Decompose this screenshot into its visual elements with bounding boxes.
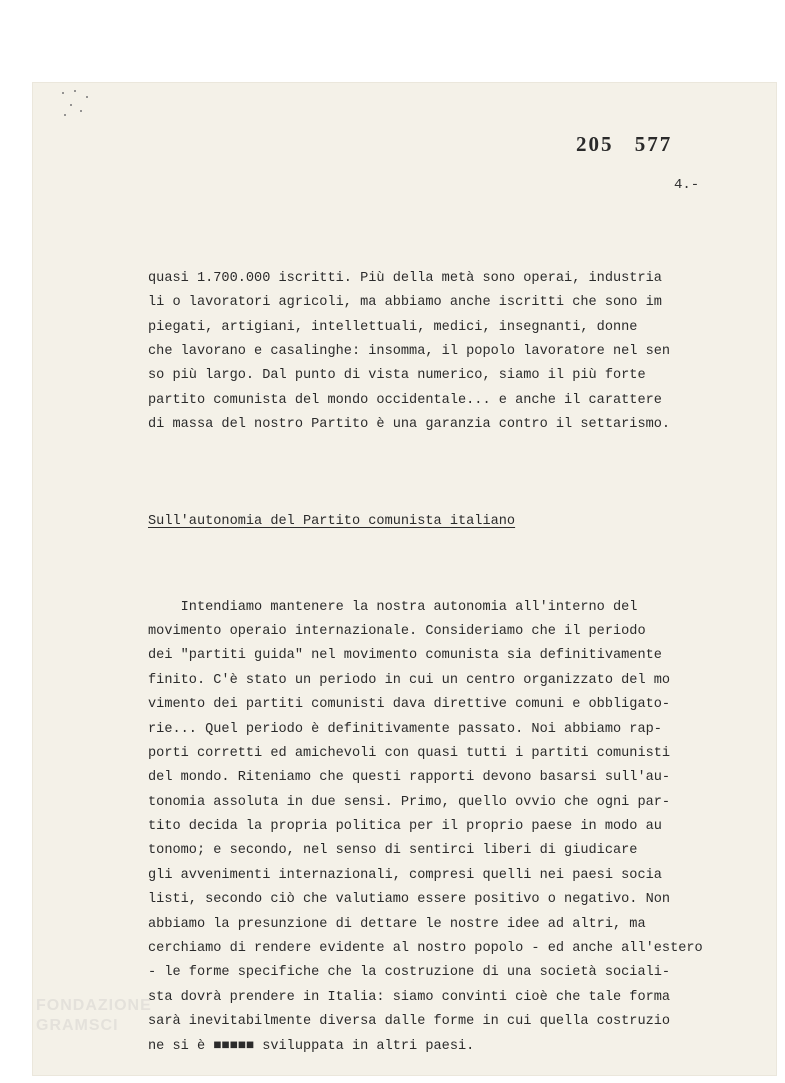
watermark-logo xyxy=(36,996,196,1056)
text-line: cerchiamo di rendere evidente al nostro popolo - ed anche all'estero xyxy=(148,941,703,957)
text-line: che lavorano e casalinghe: insomma, il popolo lavoratore nel sen xyxy=(148,343,671,359)
text-line: so più largo. Dal punto di vista numerico, siamo il più forte xyxy=(148,368,646,384)
text-line: gli avvenimenti internazionali, compresi quelli nei paesi socia xyxy=(148,867,662,883)
text-line: quasi 1.700.000 iscritti. Più della metà sono operai, industria xyxy=(148,270,662,286)
text-line: partito comunista del mondo occidentale... e anche il carattere xyxy=(148,392,662,408)
text-line: sta dovrà prendere in Italia: siamo convinti cioè che tale forma xyxy=(148,989,671,1005)
text-line: ne si è ■■■■■ sviluppata in altri paesi. xyxy=(148,1038,475,1054)
text-line: abbiamo la presunzione di dettare le nostre idee ad altri, ma xyxy=(148,916,646,932)
document-number: 205 577 xyxy=(576,132,673,156)
text-line: del mondo. Riteniamo che questi rapporti devono basarsi sull'au- xyxy=(148,770,671,786)
document-body xyxy=(148,218,763,1083)
paper-specks xyxy=(60,90,100,130)
paragraph-autonomy xyxy=(148,596,763,1059)
section-heading: Sull'autonomia del Partito comunista italiano xyxy=(148,514,516,530)
text-line: tito decida la propria politica per il proprio paese in modo au xyxy=(148,819,662,835)
text-line: Intendiamo mantenere la nostra autonomia all'interno del xyxy=(148,599,638,615)
text-line: vimento dei partiti comunisti dava direttive comuni e obbligato- xyxy=(148,697,671,713)
watermark-line-2: GRAMSCI xyxy=(36,1017,119,1034)
text-line: tonomo; e secondo, nel senso di sentirci liberi di giudicare xyxy=(148,843,638,859)
text-line: - le forme specifiche che la costruzione di una società sociali- xyxy=(148,965,671,981)
text-line: tonomia assoluta in due sensi. Primo, quello ovvio che ogni par- xyxy=(148,794,671,810)
text-line: finito. C'è stato un periodo in cui un centro organizzato del mo xyxy=(148,672,671,688)
paragraph-membership xyxy=(148,267,763,438)
text-line: rie... Quel periodo è definitivamente passato. Noi abbiamo rap- xyxy=(148,721,662,737)
page-number: 4.- xyxy=(674,177,700,193)
watermark-line-1: FONDAZIONE xyxy=(36,997,152,1014)
text-line: movimento operaio internazionale. Consideriamo che il periodo xyxy=(148,623,646,639)
text-line: li o lavoratori agricoli, ma abbiamo anche iscritti che sono im xyxy=(148,295,662,311)
text-line: listi, secondo ciò che valutiamo essere positivo o negativo. Non xyxy=(148,892,671,908)
text-line: sarà inevitabilmente diversa dalle forme in cui quella costruzio xyxy=(148,1014,671,1030)
text-line: di massa del nostro Partito è una garanzia contro il settarismo. xyxy=(148,417,671,433)
text-line: porti corretti ed amichevoli con quasi tutti i partiti comunisti xyxy=(148,745,671,761)
text-line: dei "partiti guida" nel movimento comunista sia definitivamente xyxy=(148,648,662,664)
text-line: piegati, artigiani, intellettuali, medici, insegnanti, donne xyxy=(148,319,638,335)
